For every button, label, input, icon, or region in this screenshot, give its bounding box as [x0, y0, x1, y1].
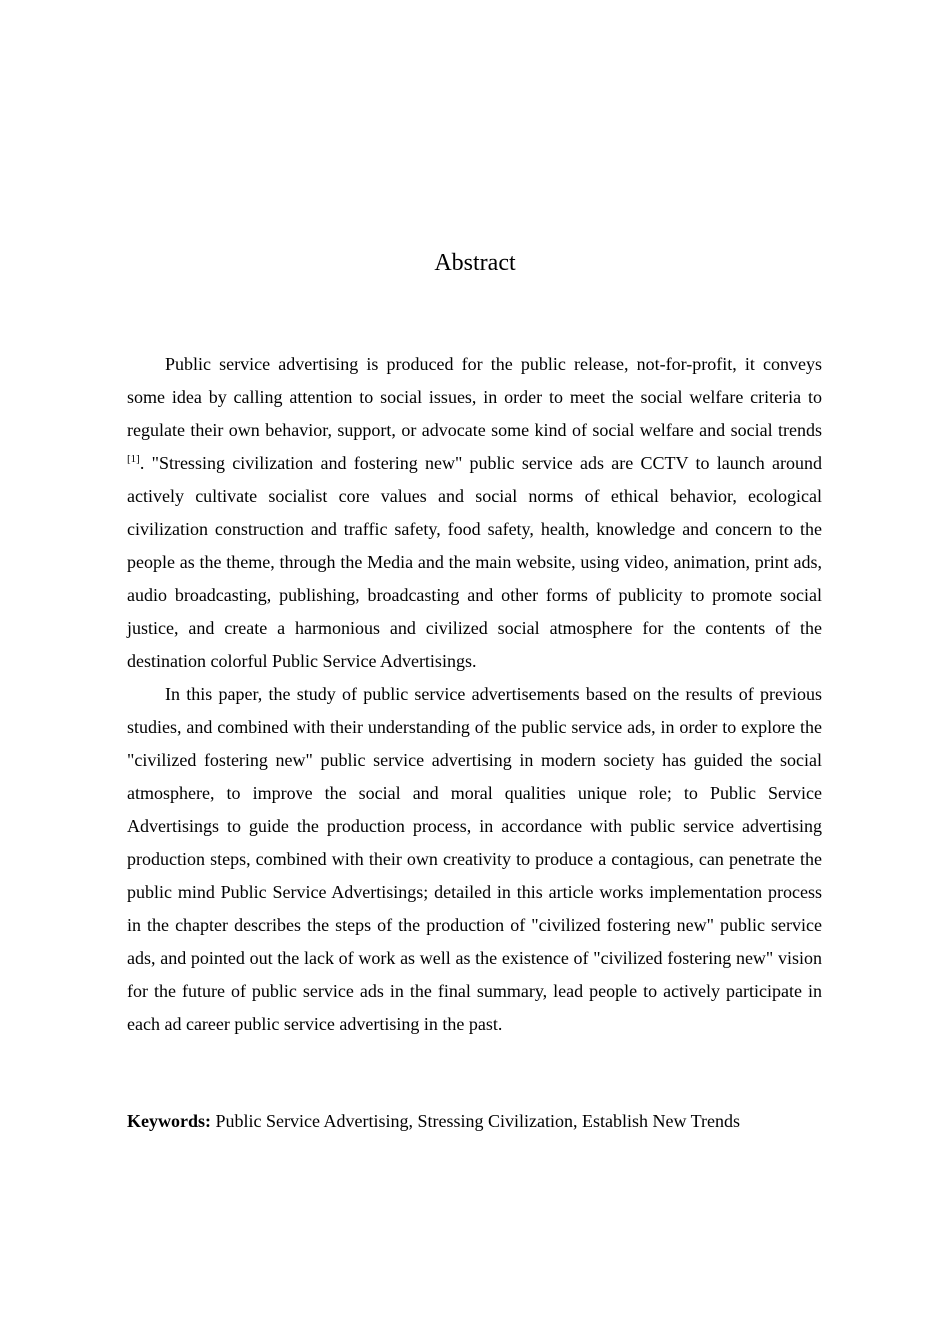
- paragraph-1-text-continued: . "Stressing civilization and fostering new" public service ads are CCTV to launch around actively cultivate socialist core values and social norms of ethical behavior, ecological civilization construction and traffic safety, food safety, health, knowledge and concern to the people as the theme, through the Media and the main website, using video, animation, print ads, audio broadcasting, publishing, broadcasting and other forms of publicity to promote social justice, and create a harmonious and civilized social atmosphere for the contents of the destination colorful Public Service Advertisings.: [127, 453, 822, 671]
- abstract-body: [127, 348, 822, 1041]
- keywords-line: [127, 1105, 822, 1138]
- abstract-paragraph-1: [127, 348, 822, 678]
- keywords-text: Public Service Advertising, Stressing Civilization, Establish New Trends: [211, 1111, 740, 1131]
- abstract-title: Abstract: [434, 250, 516, 276]
- citation-marker: [1]: [127, 453, 140, 465]
- paragraph-1-text: Public service advertising is produced for the public release, not-for-profit, it conveys some idea by calling attention to social issues, in order to meet the social welfare criteria to regulate their own behavior, support, or advocate some kind of social welfare and social trends: [127, 354, 822, 440]
- abstract-paragraph-2: In this paper, the study of public service advertisements based on the results of previous studies, and combined with their understanding of the public service ads, in order to explore the "civilized fostering new" public service advertising in modern society has guided the social atmosphere, to improve the social and moral qualities unique role; to Public Service Advertisings to guide the production process, in accordance with public service advertising production steps, combined with their own creativity to produce a contagious, can penetrate the public mind Public Service Advertisings; detailed in this article works implementation process in the chapter describes the steps of the production of "civilized fostering new" public service ads, and pointed out the lack of work as well as the existence of "civilized fostering new" vision for the future of public service ads in the final summary, lead people to actively participate in each ad career public service advertising in the past.: [127, 684, 822, 1034]
- keywords-label: Keywords:: [127, 1111, 211, 1131]
